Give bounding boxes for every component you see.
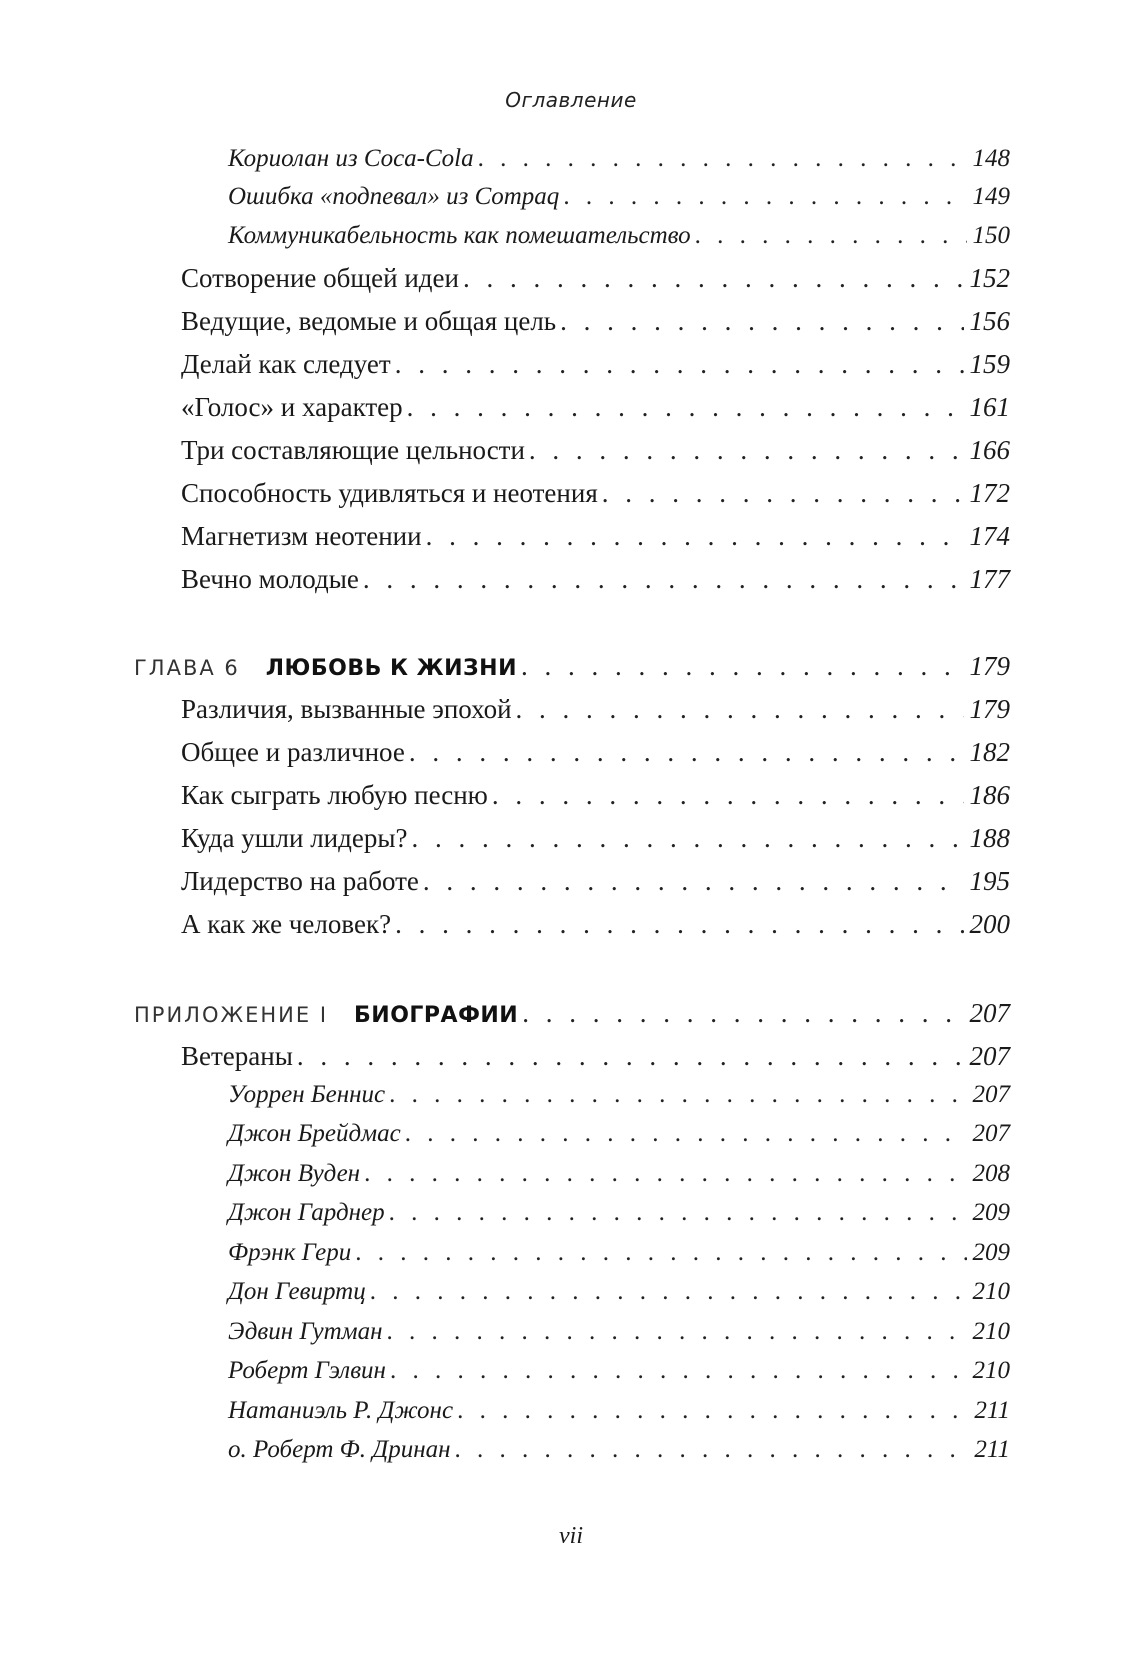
toc-entry-title: Вечно молодые: [181, 564, 359, 594]
toc-entry: [181, 349, 1010, 380]
toc-entry-title: Сотворение общей идеи: [181, 263, 459, 293]
dot-leader: [695, 222, 967, 250]
dot-leader: [395, 349, 964, 380]
toc-entry: [228, 1199, 1010, 1227]
dot-leader: [521, 651, 964, 682]
dot-leader: [405, 1120, 967, 1148]
toc-entry-title: Общее и различное: [181, 737, 405, 767]
toc-entry-page: 211: [974, 1397, 1010, 1424]
chapter-title: БИОГРАФИИ: [354, 1003, 519, 1028]
toc-entry: [228, 1357, 1010, 1385]
toc-entry-title: Делай как следует: [181, 349, 391, 379]
dot-leader: [387, 1318, 967, 1346]
toc-entry-title: Кориолан из Coca-Cola: [228, 145, 474, 172]
toc-chapter: [134, 651, 1010, 682]
toc-entry-page: 186: [969, 780, 1010, 810]
toc-entry-page: 148: [972, 145, 1010, 172]
toc-entry-page: 195: [969, 866, 1010, 896]
toc-entry-page: 182: [969, 737, 1010, 767]
toc-entry-page: 209: [972, 1239, 1010, 1266]
toc-entry-title: Коммуникабельность как помешательство: [228, 222, 691, 249]
toc-entry-title: Ошибка «подпевал» из Compaq: [228, 183, 560, 210]
dot-leader: [563, 183, 966, 211]
toc-entry-title: Дон Гевиртц: [228, 1278, 366, 1305]
toc-entry: [228, 1397, 1010, 1425]
toc-entry: [228, 1436, 1010, 1464]
toc-entry: [181, 780, 1010, 811]
dot-leader: [355, 1239, 966, 1267]
toc-entry-title: Ведущие, ведомые и общая цель: [181, 306, 557, 336]
toc-entry-title: Ветераны: [181, 1041, 293, 1071]
chapter-label: ПРИЛОЖЕНИЕ I: [134, 1003, 329, 1027]
dot-leader: [478, 145, 967, 173]
toc-entry-page: 166: [969, 435, 1010, 465]
dot-leader: [363, 564, 964, 595]
toc-entry-page: 200: [969, 909, 1010, 939]
dot-leader: [407, 392, 964, 423]
toc-entry: [181, 478, 1010, 509]
toc-entry-page: 159: [969, 349, 1010, 379]
toc-entry: [181, 435, 1010, 466]
toc-entry-page: 207: [972, 1120, 1010, 1147]
toc-entry-title: Различия, вызванные эпохой: [181, 694, 512, 724]
toc-entry-page: 210: [972, 1357, 1010, 1384]
dot-leader: [457, 1397, 968, 1425]
toc-entry-title: Джон Брейдмас: [228, 1120, 401, 1147]
toc-entry-page: 150: [972, 222, 1010, 249]
dot-leader: [463, 263, 964, 294]
toc-entry-title: Как сыграть любую песню: [181, 780, 488, 810]
toc-entry: [181, 306, 1010, 337]
toc-entry-title: Роберт Гэлвин: [228, 1357, 386, 1384]
toc-entry-title: Джон Вуден: [228, 1160, 361, 1187]
toc-entry-page: 177: [969, 564, 1010, 594]
toc-entry-title: «Голос» и характер: [181, 392, 403, 422]
toc-entry: [181, 694, 1010, 725]
toc-entry-title: Натаниэль Р. Джонс: [228, 1397, 454, 1424]
dot-leader: [389, 1081, 966, 1109]
toc-entry-page: 208: [972, 1160, 1010, 1187]
toc-entry: [181, 564, 1010, 595]
toc-entry-page: 188: [969, 823, 1010, 853]
toc-entry: [228, 1160, 1010, 1188]
toc-entry-page: 209: [972, 1199, 1010, 1226]
dot-leader: [522, 998, 963, 1029]
chapter-label: ГЛАВА 6: [134, 656, 240, 680]
running-head: Оглавление: [505, 88, 637, 112]
dot-leader: [516, 694, 964, 725]
dot-leader: [423, 866, 964, 897]
dot-leader: [390, 1357, 967, 1385]
dot-leader: [364, 1160, 966, 1188]
dot-leader: [389, 1199, 967, 1227]
toc-entry: [228, 1278, 1010, 1306]
dot-leader: [560, 306, 963, 337]
chapter-title: ЛЮБОВЬ К ЖИЗНИ: [265, 656, 517, 681]
toc-entry-page: 210: [972, 1278, 1010, 1305]
toc-entry-page: 149: [972, 183, 1010, 210]
toc-entry-page: 211: [974, 1436, 1010, 1463]
toc-entry: [228, 1318, 1010, 1346]
toc-entry: [228, 1120, 1010, 1148]
dot-leader: [455, 1436, 969, 1464]
toc-entry: [181, 263, 1010, 294]
dot-leader: [297, 1041, 964, 1072]
toc-entry: [181, 392, 1010, 423]
toc-entry: [228, 1081, 1010, 1109]
toc-entry: [228, 183, 1010, 211]
dot-leader: [409, 737, 964, 768]
toc-entry-page: 207: [969, 998, 1010, 1028]
dot-leader: [411, 823, 963, 854]
dot-leader: [529, 435, 964, 466]
toc-entry: [181, 521, 1010, 552]
toc-entry-title: Магнетизм неотении: [181, 521, 422, 551]
toc-entry: [181, 866, 1010, 897]
dot-leader: [602, 478, 964, 509]
toc-entry: [181, 1041, 1010, 1072]
toc-entry-title: Джон Гарднер: [228, 1199, 385, 1226]
toc-entry-title: о. Роберт Ф. Дринан: [228, 1436, 451, 1463]
toc-entry-title: А как же человек?: [181, 909, 392, 939]
toc-entry-title: Эдвин Гутман: [228, 1318, 383, 1345]
toc-entry-title: Фрэнк Гери: [228, 1239, 352, 1266]
toc-entry-title: Три составляющие цельности: [181, 435, 525, 465]
toc-entry: [181, 823, 1010, 854]
toc-entry-page: 179: [969, 694, 1010, 724]
toc-entry: [181, 737, 1010, 768]
toc-entry-page: 156: [969, 306, 1010, 336]
toc-entry-page: 207: [969, 1041, 1010, 1071]
dot-leader: [492, 780, 964, 811]
toc-entry-title: Уоррен Беннис: [228, 1081, 386, 1108]
toc-entry: [228, 222, 1010, 250]
toc-entry-page: 172: [969, 478, 1010, 508]
dot-leader: [395, 909, 963, 940]
toc-entry-title: Куда ушли лидеры?: [181, 823, 408, 853]
toc-entry-title: Способность удивляться и неотения: [181, 478, 598, 508]
toc-entry-page: 207: [972, 1081, 1010, 1108]
toc-entry-page: 152: [969, 263, 1010, 293]
toc-entry-page: 174: [969, 521, 1010, 551]
toc-entry: [228, 1239, 1010, 1267]
page-number: vii: [559, 1523, 583, 1549]
toc-entry-page: 161: [969, 392, 1010, 422]
toc-entry-title: Лидерство на работе: [181, 866, 419, 896]
toc-entry-page: 179: [969, 651, 1010, 681]
toc-entry: [228, 145, 1010, 173]
toc-entry: [181, 909, 1010, 940]
dot-leader: [426, 521, 964, 552]
dot-leader: [370, 1278, 967, 1306]
toc-chapter: [134, 998, 1010, 1029]
toc-entry-page: 210: [972, 1318, 1010, 1345]
